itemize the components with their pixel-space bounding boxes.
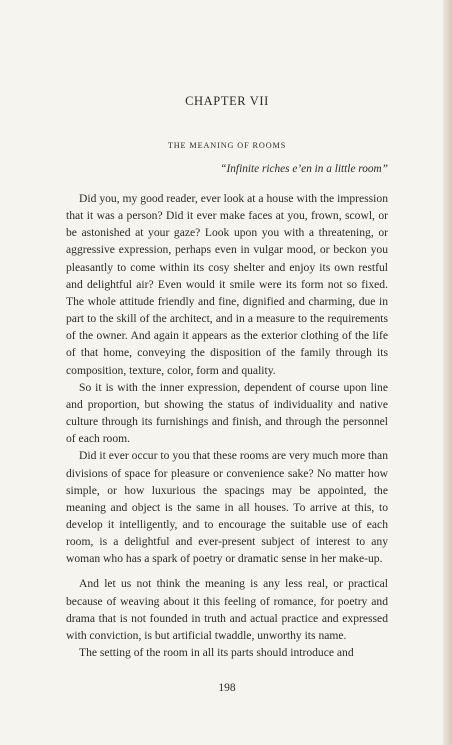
paragraph: Did you, my good reader, ever look at a house with the impression that it was a person? Did it ever make faces at you, frown, scowl, or be astonished at your gaze? Look upon you with a threatening, or aggressive expression, perhaps even in vulgar mood, or beckon you pleasantly to come within its cosy shelter and enjoy its own restful and delightful air? Even would it smile were its form not so fixed. The whole attitude friendly and fine, dignified and charming, due in part to the skill of the architect, and in a measure to the requirements of the owner. And again it appears as the exterior clothing of the life of that home, conveying the disposition of the family through its composition, texture, color, form and quality. <box>66 192 388 377</box>
paragraph: The setting of the room in all its parts should introduce and <box>79 646 354 660</box>
paragraph: And let us not think the meaning is any less real, or practical because of weaving about it this feeling of romance, for poetry and drama that is not founded in truth and actual practice and expressed with conviction, is but artificial twaddle, unworthy its name. <box>66 577 388 642</box>
body-text <box>66 190 388 661</box>
chapter-title: CHAPTER VII <box>185 94 269 108</box>
page-number: 198 <box>218 682 236 694</box>
section-title: THE MEANING OF ROOMS <box>167 141 287 150</box>
paragraph: Did it ever occur to you that these rooms are very much more than divisions of space for pleasure or convenience sake? No matter how simple, or how luxurious the spacings may be appointed, the meaning and object is the same in all houses. To arrive at this, to develop it intelligently, and to encourage the suitable use of each room, is a delightful and ever-present subject of interest to any woman who has a spark of poetry or dramatic sense in her make-up. <box>66 449 388 566</box>
epigraph: “Infinite riches e’en in a little room” <box>220 163 388 175</box>
paragraph: So it is with the inner expression, dependent of course upon line and proportion, but showing the status of individuality and native culture through its furnishings and finish, and through the personnel of each room. <box>66 380 388 446</box>
page-edge-shadow <box>443 0 452 745</box>
